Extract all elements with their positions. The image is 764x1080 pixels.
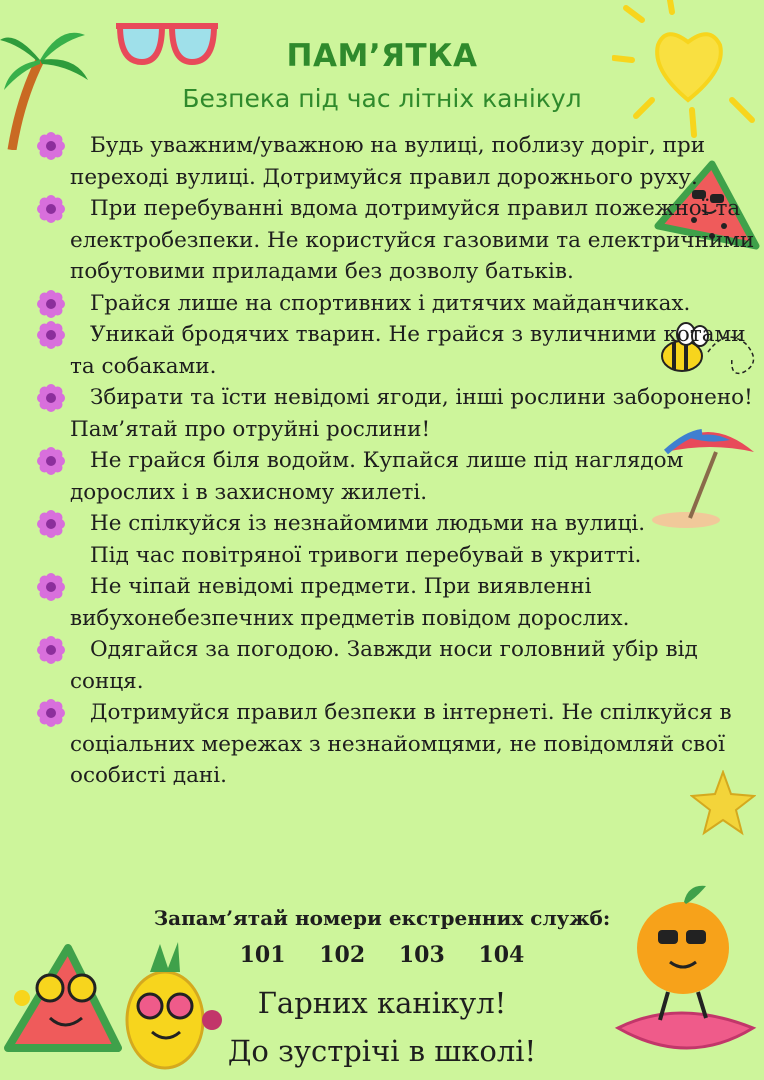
rule-item	[70, 319, 760, 382]
farewell-line-1: Гарних канікул!	[257, 986, 507, 1020]
flower-icon	[37, 384, 65, 412]
rule-text: Не чіпай невідомі предмети. При виявленні вибухонебезпечних предметів повідом дорослих.	[70, 574, 630, 631]
flower-icon	[37, 321, 65, 349]
rule-text: Грайся лише на спортивних і дитячих майданчиках.	[90, 290, 691, 316]
emergency-number: 101	[239, 942, 286, 968]
flower-icon	[37, 447, 65, 475]
rule-text: При перебуванні вдома дотримуйся правил пожежної та електробезпеки. Не користуйся газовими та електричними побутовими приладами без дозволу батьків.	[70, 196, 755, 284]
rule-text: Не спілкуйся із незнайомими людьми на вулиці.	[90, 511, 646, 536]
safety-rules-list	[0, 130, 764, 792]
rule-item	[70, 445, 760, 508]
flower-icon	[37, 699, 65, 727]
emergency-number: 104	[478, 942, 525, 968]
rule-item	[70, 697, 760, 792]
emergency-label: Запам’ятай номери екстренних служб:	[153, 906, 611, 930]
rule-item	[70, 382, 760, 445]
rule-item	[70, 508, 760, 571]
emergency-number: 103	[398, 942, 445, 968]
rule-extra-text: Під час повітряної тривоги перебувай в укритті.	[90, 542, 642, 568]
rule-item	[70, 130, 760, 193]
rule-item	[70, 288, 760, 320]
flower-icon	[37, 636, 65, 664]
flower-icon	[37, 290, 65, 318]
rule-text: Будь уважним/уважною на вулиці, поблизу доріг, при переході вулиці. Дотримуйся правил дорожнього руху.	[70, 133, 706, 190]
flower-icon	[37, 573, 65, 601]
rule-item	[70, 571, 760, 634]
flower-icon	[37, 132, 65, 160]
flower-icon	[37, 195, 65, 223]
rule-text: Уникай бродячих тварин. Не грайся з вуличними котами та собаками.	[70, 322, 746, 379]
emergency-numbers	[0, 942, 764, 968]
rule-text: Одягайся за погодою. Завжди носи головний убір від сонця.	[70, 637, 698, 694]
flower-icon	[37, 510, 65, 538]
rule-item	[70, 634, 760, 697]
emergency-number: 102	[319, 942, 366, 968]
rule-text: Збирати та їсти невідомі ягоди, інші рослини заборонено! Пам’ятай про отруйні рослини!	[70, 385, 753, 442]
farewell-line-2: До зустрічі в школі!	[227, 1034, 537, 1068]
rule-text: Дотримуйся правил безпеки в інтернеті. Не спілкуйся в соціальних мережах з незнайомцями, не повідомляй свої особисті дані.	[70, 700, 732, 788]
rule-item	[70, 193, 760, 288]
page-title: ПАМ’ЯТКА	[286, 38, 478, 74]
rule-text: Не грайся біля водойм. Купайся лише під наглядом дорослих і в захисному жилеті.	[70, 448, 684, 505]
page-subtitle: Безпека під час літніх канікул	[182, 84, 582, 113]
